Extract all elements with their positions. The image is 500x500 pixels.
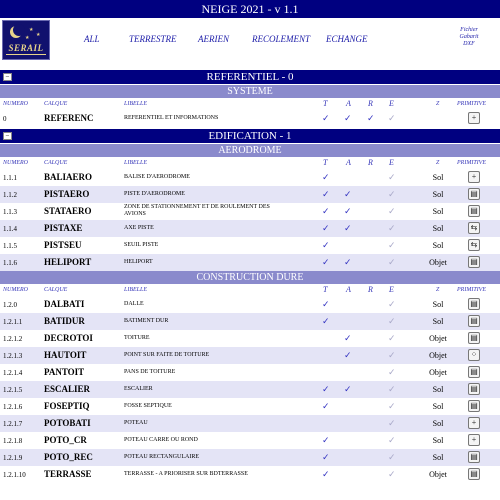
row-libelle: POTEAU CARRE OU ROND [124, 437, 198, 443]
column-header-libelle: LIBELLE [124, 287, 148, 293]
column-header-numero: NUMERO [3, 101, 28, 107]
row-number: 1.1.1 [3, 174, 17, 182]
section-header[interactable] [0, 70, 500, 84]
row-number: 1.1.2 [3, 191, 17, 199]
nav-fichier-gabarit-dxf[interactable]: Fichier Gabarit DXF [459, 27, 479, 47]
polygon-icon[interactable]: ▤ [468, 400, 480, 412]
table-row[interactable] [0, 169, 500, 186]
check-t-icon[interactable]: ✓ [322, 240, 330, 250]
row-number: 1.2.1.10 [3, 471, 26, 479]
column-header-libelle: LIBELLE [124, 101, 148, 107]
row-number: 1.2.1.2 [3, 335, 23, 343]
row-z-level: Sol [432, 419, 444, 428]
check-e-icon[interactable]: ✓ [388, 172, 396, 182]
row-number: 1.2.1.8 [3, 437, 23, 445]
check-t-icon[interactable]: ✓ [322, 257, 330, 267]
check-a-icon[interactable]: ✓ [344, 333, 352, 343]
column-header-calque: CALQUE [44, 287, 68, 293]
row-calque: REFERENC [44, 113, 94, 123]
row-libelle: POINT SUR FAITE DE TOITURE [124, 352, 210, 358]
row-libelle: FOSSE SEPTIQUE [124, 403, 172, 409]
row-calque: TERRASSE [44, 469, 92, 479]
check-e-icon[interactable]: ✓ [388, 469, 396, 479]
row-calque: ESCALIER [44, 384, 91, 394]
check-a-icon[interactable]: ✓ [344, 257, 352, 267]
check-e-icon[interactable]: ✓ [388, 418, 396, 428]
nav-echange[interactable]: ECHANGE [326, 34, 368, 44]
polygon-icon[interactable]: ▤ [468, 366, 480, 378]
collapse-toggle-icon[interactable]: − [3, 73, 12, 81]
polygon-icon[interactable]: ▤ [468, 451, 480, 463]
row-calque: PISTSEU [44, 240, 82, 250]
row-z-level: Sol [432, 173, 444, 182]
row-number: 1.2.1.7 [3, 420, 23, 428]
polygon-icon[interactable]: ▤ [468, 383, 480, 395]
check-t-icon[interactable]: ✓ [322, 316, 330, 326]
column-header-row [0, 157, 500, 169]
group-header: CONSTRUCTION DURE [0, 271, 500, 284]
table-row[interactable] [0, 415, 500, 432]
row-number: 1.1.3 [3, 208, 17, 216]
row-number: 1.2.0 [3, 301, 17, 309]
row-z-level: Objet [429, 368, 447, 377]
row-libelle: POTEAU [124, 420, 148, 426]
row-libelle: POTEAU RECTANGULAIRE [124, 454, 200, 460]
check-a-icon[interactable]: ✓ [344, 206, 352, 216]
row-libelle: BATIMENT DUR [124, 318, 169, 324]
table-row[interactable] [0, 398, 500, 415]
row-number: 0 [3, 115, 7, 123]
row-number: 1.1.5 [3, 242, 17, 250]
row-calque: BALIAERO [44, 172, 93, 182]
row-z-level: Sol [432, 224, 444, 233]
row-z-level: Sol [432, 453, 444, 462]
row-number: 1.2.1.1 [3, 318, 23, 326]
check-e-icon[interactable]: ✓ [388, 384, 396, 394]
row-number: 1.2.1.3 [3, 352, 23, 360]
row-calque: HELIPORT [44, 257, 92, 267]
row-z-level: Sol [432, 385, 444, 394]
plus-icon[interactable]: + [468, 171, 480, 183]
table-row[interactable] [0, 330, 500, 347]
row-number: 1.2.1.6 [3, 403, 23, 411]
column-header-calque: CALQUE [44, 160, 68, 166]
polygon-icon[interactable]: ▤ [468, 315, 480, 327]
row-z-level: Sol [432, 241, 444, 250]
row-libelle: PISTE D'AERODROME [124, 191, 185, 197]
row-libelle: ZONE DE STATIONNEMENT ET DE ROULEMENT DES AVIONS [124, 204, 270, 217]
table-row[interactable] [0, 110, 500, 127]
column-header-t: T [323, 158, 328, 167]
column-header-r: R [368, 99, 373, 108]
row-calque: DALBATI [44, 299, 85, 309]
row-libelle: SEUIL PISTE [124, 242, 159, 248]
column-header-a: A [346, 158, 351, 167]
check-t-icon[interactable]: ✓ [322, 299, 330, 309]
polygon-icon[interactable]: ▤ [468, 298, 480, 310]
table-row[interactable] [0, 237, 500, 254]
check-e-icon[interactable]: ✓ [388, 240, 396, 250]
check-e-icon[interactable]: ✓ [388, 299, 396, 309]
row-z-level: Sol [432, 436, 444, 445]
check-e-icon[interactable]: ✓ [388, 113, 396, 123]
row-calque: FOSEPTIQ [44, 401, 90, 411]
check-t-icon[interactable]: ✓ [322, 189, 330, 199]
check-e-icon[interactable]: ✓ [388, 316, 396, 326]
nav-terrestre[interactable]: TERRESTRE [129, 34, 177, 44]
logo-wordmark: SERAIL [8, 43, 44, 53]
check-a-icon[interactable]: ✓ [344, 113, 352, 123]
row-calque: PANTOIT [44, 367, 85, 377]
row-z-level: Objet [429, 351, 447, 360]
table-row[interactable] [0, 186, 500, 203]
column-header-libelle: LIBELLE [124, 160, 148, 166]
table-row[interactable] [0, 381, 500, 398]
check-t-icon[interactable]: ✓ [322, 384, 330, 394]
group-header: AERODROME [0, 144, 500, 157]
check-e-icon[interactable]: ✓ [388, 257, 396, 267]
table-row[interactable] [0, 254, 500, 271]
table-row[interactable] [0, 220, 500, 237]
row-z-level: Sol [432, 317, 444, 326]
line-icon[interactable]: ⇆ [468, 222, 480, 234]
row-libelle: ESCALIER [124, 386, 153, 392]
check-e-icon[interactable]: ✓ [388, 333, 396, 343]
check-a-icon[interactable]: ✓ [344, 189, 352, 199]
section-title: REFERENTIEL - 0 [206, 71, 294, 83]
nav-recolement[interactable]: RECOLEMENT [252, 34, 311, 44]
check-a-icon[interactable]: ✓ [344, 350, 352, 360]
row-libelle: PANS DE TOITURE [124, 369, 176, 375]
serail-logo: ★ ★ ★ SERAIL [2, 20, 50, 60]
row-z-level: Objet [429, 334, 447, 343]
check-e-icon[interactable]: ✓ [388, 367, 396, 377]
plus-icon[interactable]: + [468, 434, 480, 446]
points-icon[interactable]: ⁘ [468, 349, 480, 361]
check-t-icon[interactable]: ✓ [322, 206, 330, 216]
row-calque: POTO_REC [44, 452, 93, 462]
table-row[interactable] [0, 466, 500, 483]
row-libelle: TOITURE [124, 335, 150, 341]
column-header-a: A [346, 285, 351, 294]
check-e-icon[interactable]: ✓ [388, 223, 396, 233]
check-e-icon[interactable]: ✓ [388, 435, 396, 445]
section-title: EDIFICATION - 1 [208, 130, 292, 142]
row-libelle: HELIPORT [124, 259, 153, 265]
plus-icon[interactable]: + [468, 112, 480, 124]
row-z-level: Sol [432, 207, 444, 216]
row-z-level: Sol [432, 300, 444, 309]
check-t-icon[interactable]: ✓ [322, 452, 330, 462]
table-row[interactable] [0, 313, 500, 330]
check-r-icon[interactable]: ✓ [367, 113, 375, 123]
column-header-primitive: PRIMITIVE [457, 287, 486, 293]
group-header: SYSTEME [0, 85, 500, 98]
row-z-level: Objet [429, 258, 447, 267]
column-header-z: Z [436, 160, 440, 166]
collapse-toggle-icon[interactable]: − [3, 132, 12, 140]
column-header-numero: NUMERO [3, 160, 28, 166]
check-e-icon[interactable]: ✓ [388, 452, 396, 462]
row-z-level: Sol [432, 402, 444, 411]
nav-aerien[interactable]: AERIEN [198, 34, 229, 44]
column-header-primitive: PRIMITIVE [457, 160, 486, 166]
row-libelle: BALISE D'AERODROME [124, 174, 190, 180]
check-a-icon[interactable]: ✓ [344, 384, 352, 394]
table-row[interactable] [0, 449, 500, 466]
check-e-icon[interactable]: ✓ [388, 401, 396, 411]
row-z-level: Objet [429, 470, 447, 479]
row-number: 1.2.1.5 [3, 386, 23, 394]
row-calque: POTOBATI [44, 418, 91, 428]
check-t-icon[interactable]: ✓ [322, 469, 330, 479]
row-number: 1.2.1.9 [3, 454, 23, 462]
check-e-icon[interactable]: ✓ [388, 189, 396, 199]
column-header-z: Z [436, 101, 440, 107]
check-t-icon[interactable]: ✓ [322, 223, 330, 233]
column-header-numero: NUMERO [3, 287, 28, 293]
column-header-r: R [368, 285, 373, 294]
column-header-primitive: PRIMITIVE [457, 101, 486, 107]
app-title-bar [0, 0, 500, 18]
row-libelle: AXE PISTE [124, 225, 154, 231]
polygon-icon[interactable]: ▤ [468, 332, 480, 344]
row-calque: POTO_CR [44, 435, 87, 445]
column-header-r: R [368, 158, 373, 167]
row-libelle: TERRASSE - A PRIORISER SUR BDTERRASSE [124, 471, 248, 477]
row-calque: PISTAERO [44, 189, 90, 199]
check-e-icon[interactable]: ✓ [388, 350, 396, 360]
check-a-icon[interactable]: ✓ [344, 223, 352, 233]
plus-icon[interactable]: + [468, 417, 480, 429]
row-number: 1.2.1.4 [3, 369, 23, 377]
column-header-e: E [389, 158, 394, 167]
row-number: 1.1.4 [3, 225, 17, 233]
check-t-icon[interactable]: ✓ [322, 113, 330, 123]
table-row[interactable] [0, 347, 500, 364]
section-header[interactable] [0, 129, 500, 143]
row-libelle: REFERENTIEL ET INFORMATIONS [124, 115, 219, 121]
row-calque: HAUTOIT [44, 350, 87, 360]
row-number: 1.1.6 [3, 259, 17, 267]
line-icon[interactable]: ⇆ [468, 239, 480, 251]
row-z-level: Sol [432, 190, 444, 199]
row-calque: PISTAXE [44, 223, 83, 233]
polygon-icon[interactable]: ▤ [468, 468, 480, 480]
column-header-z: Z [436, 287, 440, 293]
polygon-icon[interactable]: ▤ [468, 205, 480, 217]
column-header-e: E [389, 99, 394, 108]
check-t-icon[interactable]: ✓ [322, 172, 330, 182]
check-e-icon[interactable]: ✓ [388, 206, 396, 216]
table-row[interactable] [0, 432, 500, 449]
column-header-t: T [323, 285, 328, 294]
polygon-icon[interactable]: ▤ [468, 256, 480, 268]
column-header-t: T [323, 99, 328, 108]
row-calque: DECROTOI [44, 333, 93, 343]
row-libelle: DALLE [124, 301, 144, 307]
row-calque: BATIDUR [44, 316, 85, 326]
column-header-e: E [389, 285, 394, 294]
column-header-calque: CALQUE [44, 101, 68, 107]
nav-all[interactable]: ALL [84, 34, 100, 44]
check-t-icon[interactable]: ✓ [322, 435, 330, 445]
check-t-icon[interactable]: ✓ [322, 401, 330, 411]
table-row[interactable] [0, 364, 500, 381]
polygon-icon[interactable]: ▤ [468, 188, 480, 200]
table-row[interactable] [0, 296, 500, 313]
row-calque: STATAERO [44, 206, 92, 216]
column-header-row [0, 98, 500, 110]
table-row[interactable] [0, 203, 500, 220]
column-header-row [0, 284, 500, 296]
column-header-a: A [346, 99, 351, 108]
app-title: NEIGE 2021 - v 1.1 [201, 2, 299, 16]
